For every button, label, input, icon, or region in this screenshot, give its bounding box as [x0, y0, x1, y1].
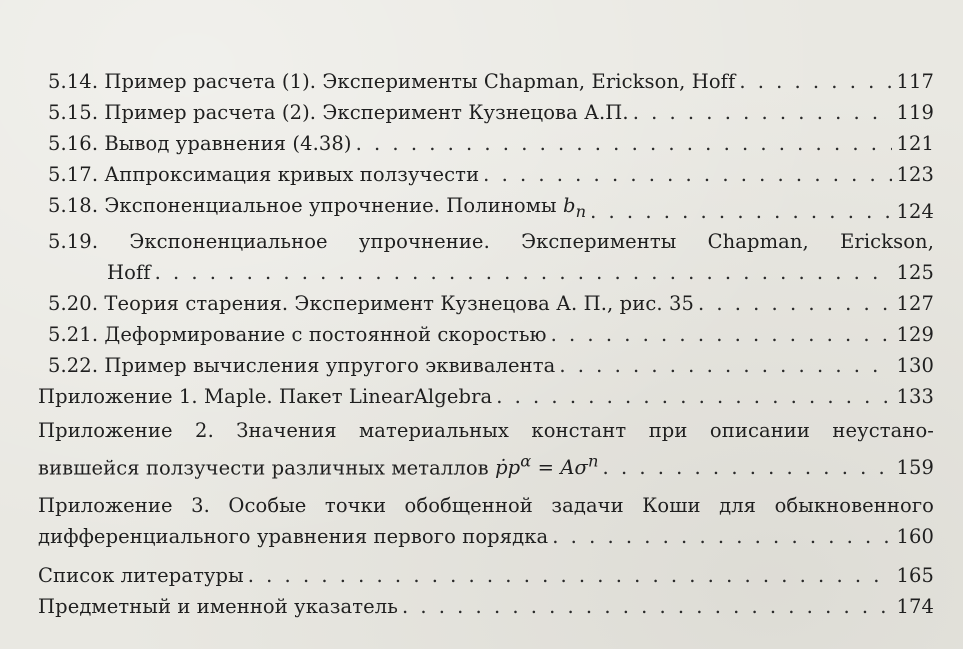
leader-dots	[698, 288, 892, 319]
toc-entry-label-line2: Hoff	[107, 260, 151, 284]
toc-entry-label: 5.14. Пример расчета (1). Эксперименты Chapman, Erickson, Hoff	[48, 70, 736, 93]
toc-entry-5-19[interactable]	[38, 227, 934, 288]
toc-entry-label-line1: Приложение 3. Особые точки обобщенной задачи Коши для обыкновенного	[38, 494, 934, 518]
toc-entry-5-17[interactable]	[38, 159, 934, 190]
toc-page-number: 117	[896, 70, 934, 93]
toc-entry-5-18[interactable]	[38, 190, 934, 227]
toc-entry-5-15[interactable]	[38, 97, 934, 128]
formula: ṗp$^\alpha$ = $A\sigma^n$	[495, 451, 599, 480]
toc-page-number: 119	[896, 101, 934, 124]
leader-dots	[155, 257, 892, 288]
leader-dots	[590, 196, 892, 227]
toc-entry-5-21[interactable]	[38, 319, 934, 350]
toc-entry-appendix-3[interactable]	[38, 491, 934, 552]
toc-entry-label: 5.21. Деформирование с постоянной скоростью	[48, 322, 547, 346]
toc-entry-label: 5.17. Аппроксимация кривых ползучести	[48, 163, 480, 186]
toc-entry-appendix-2[interactable]	[38, 416, 934, 484]
toc-entry-label: 5.16. Вывод уравнения (4.38)	[48, 132, 352, 155]
toc-entry-label: Предметный и именной указатель	[38, 595, 398, 619]
toc-page-number: 127	[896, 291, 934, 315]
toc-page-number: 165	[896, 564, 934, 588]
toc-entry-5-14[interactable]	[38, 66, 934, 97]
math-subscript: n	[575, 201, 587, 221]
leader-dots	[552, 521, 892, 552]
toc-entry-label: 5.20. Теория старения. Эксперимент Кузнецова А. П., рис. 35	[48, 291, 694, 315]
leader-dots	[559, 350, 892, 381]
toc-page-number: 174	[896, 595, 934, 619]
toc-page-number: 133	[896, 384, 934, 408]
toc-entry-5-22[interactable]	[38, 350, 934, 381]
toc-page-number: 160	[896, 525, 934, 549]
toc-page-number: 159	[896, 456, 934, 480]
table-of-contents	[38, 66, 934, 622]
math-symbol	[575, 194, 587, 221]
toc-entry-label: Приложение 1. Maple. Пакет LinearAlgebra	[38, 384, 493, 408]
leader-dots	[603, 452, 892, 483]
toc-entry-bibliography[interactable]	[38, 560, 934, 591]
toc-page-number: 124	[896, 199, 934, 223]
toc-entry-label: 5.22. Пример вычисления упругого эквивалента	[48, 353, 556, 377]
toc-entry-label-line1: Приложение 2. Значения материальных констант при описании неустано-	[38, 418, 934, 442]
toc-entry-label: 5.18. Экспоненциальное упрочнение. Полиномы b	[48, 194, 576, 217]
toc-entry-label: 5.15. Пример расчета (2). Эксперимент Кузнецова А.П.	[48, 101, 629, 124]
toc-entry-5-20[interactable]	[38, 288, 934, 319]
leader-dots	[356, 128, 892, 159]
toc-entry-label: Список литературы	[38, 564, 244, 588]
toc-entry-label-line2: дифференциального уравнения первого порядка	[38, 525, 549, 549]
leader-dots	[496, 381, 892, 412]
toc-page-number: 129	[896, 322, 934, 346]
toc-page-number: 125	[896, 260, 934, 284]
toc-entry-label-line2: вившейся ползучести различных металлов	[38, 456, 489, 480]
leader-dots	[551, 319, 892, 350]
leader-dots	[633, 97, 892, 128]
toc-entry-appendix-1[interactable]	[38, 381, 934, 412]
toc-entry-5-16[interactable]	[38, 128, 934, 159]
toc-entry-index[interactable]	[38, 591, 934, 622]
leader-dots	[402, 591, 892, 622]
toc-page-number: 130	[896, 353, 934, 377]
toc-entry-label-line1: 5.19. Экспоненциальное упрочнение. Эксперименты Chapman, Erickson,	[48, 229, 934, 253]
leader-dots	[739, 66, 892, 97]
leader-dots	[483, 159, 892, 190]
toc-page-number: 123	[896, 163, 934, 186]
toc-page-number: 121	[896, 132, 934, 155]
leader-dots	[248, 560, 892, 591]
